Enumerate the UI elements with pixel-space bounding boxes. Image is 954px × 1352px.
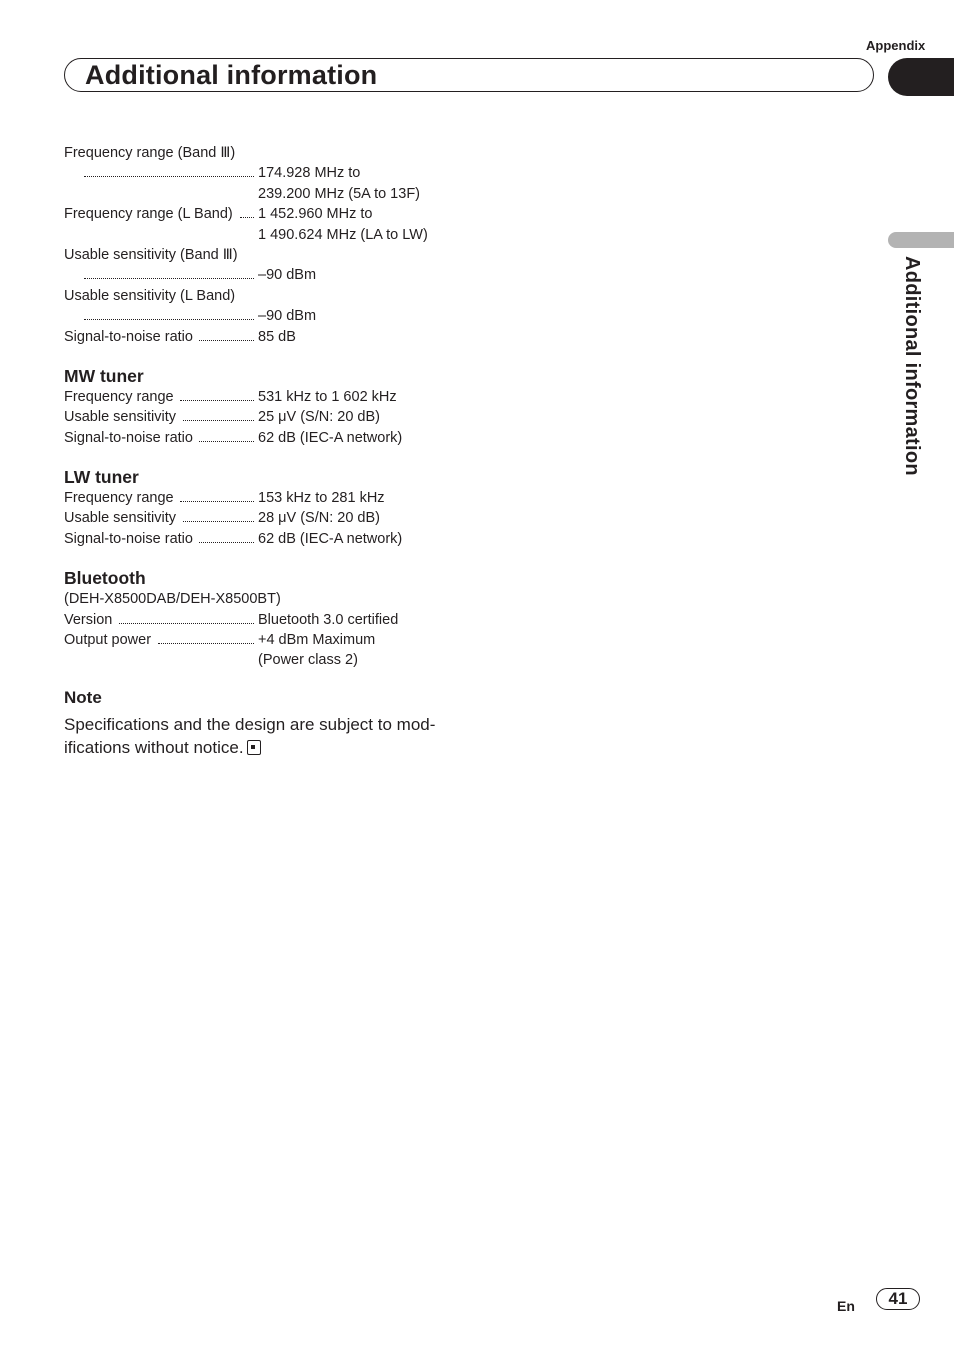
spec-row <box>64 610 464 630</box>
language-label: En <box>837 1298 855 1314</box>
page-title-frame <box>64 58 874 92</box>
dot-leader <box>84 176 254 177</box>
bluetooth-spec-list <box>64 610 464 671</box>
note-text: Specifications and the design are subject to mod-ifications without notice. <box>64 714 436 757</box>
spec-row <box>64 204 464 224</box>
spec-value-continued: 239.200 MHz (5A to 13F) <box>258 185 420 202</box>
spec-row-continued <box>64 650 464 670</box>
spec-row <box>64 529 464 549</box>
dot-leader <box>199 542 254 543</box>
dot-leader <box>183 521 254 522</box>
dot-leader <box>183 420 254 421</box>
dab-spec-list <box>64 143 464 347</box>
spec-value: 531 kHz to 1 602 kHz <box>258 388 397 405</box>
spec-value: 174.928 MHz to <box>258 165 361 182</box>
spec-row <box>64 306 464 326</box>
spec-value: 62 dB (IEC-A network) <box>258 530 403 547</box>
bluetooth-models-text: (DEH-X8500DAB/DEH-X8500BT) <box>64 591 281 608</box>
spec-label: Usable sensitivity (L Band) <box>64 287 236 304</box>
dot-leader <box>180 400 254 401</box>
spec-content <box>64 143 464 759</box>
spec-label: Signal-to-noise ratio <box>64 328 193 345</box>
side-section-label: Additional information <box>901 256 923 476</box>
lw-heading: LW tuner <box>64 467 139 488</box>
mw-heading: MW tuner <box>64 365 144 386</box>
bluetooth-models <box>64 589 464 609</box>
spec-value: 25 μV (S/N: 20 dB) <box>258 409 380 426</box>
spec-row <box>64 265 464 285</box>
spec-label: Version <box>64 611 113 628</box>
mw-spec-list <box>64 387 464 448</box>
spec-label: Usable sensitivity (Band Ⅲ) <box>64 246 238 263</box>
spec-value-continued: 1 490.624 MHz (LA to LW) <box>258 226 428 243</box>
section-tab <box>888 232 954 248</box>
spec-row <box>64 428 464 448</box>
spec-label: Output power <box>64 632 152 649</box>
spec-row <box>64 163 464 183</box>
page-number: 41 <box>876 1288 920 1310</box>
spec-row-continued <box>64 184 464 204</box>
spec-value: 85 dB <box>258 328 296 345</box>
dot-leader <box>199 441 254 442</box>
spec-value: 62 dB (IEC-A network) <box>258 429 403 446</box>
dot-leader <box>84 278 254 279</box>
spec-row-continued <box>64 225 464 245</box>
spec-row <box>64 508 464 528</box>
spec-label: Frequency range <box>64 490 174 507</box>
note-heading: Note <box>64 687 102 707</box>
spec-row <box>64 488 464 508</box>
spec-label: Usable sensitivity <box>64 510 177 527</box>
spec-row-label <box>64 143 464 163</box>
spec-label: Signal-to-noise ratio <box>64 530 193 547</box>
spec-row <box>64 387 464 407</box>
spec-value: +4 dBm Maximum <box>258 632 376 649</box>
spec-row <box>64 630 464 650</box>
page-title: Additional information <box>85 60 378 90</box>
spec-value: –90 dBm <box>258 267 317 284</box>
spec-row <box>64 407 464 427</box>
dot-leader <box>240 217 254 218</box>
spec-value-continued: (Power class 2) <box>258 652 358 669</box>
spec-row-label <box>64 286 464 306</box>
note-body <box>64 713 459 759</box>
lw-spec-list <box>64 488 464 549</box>
bluetooth-heading: Bluetooth <box>64 568 146 589</box>
spec-label: Usable sensitivity <box>64 409 177 426</box>
dot-leader <box>84 319 254 320</box>
dot-leader <box>180 501 254 502</box>
end-mark-icon <box>247 740 261 755</box>
spec-label: Frequency range <box>64 388 174 405</box>
dot-leader <box>119 623 254 624</box>
dot-leader <box>158 643 254 644</box>
spec-value: –90 dBm <box>258 308 317 325</box>
dot-leader <box>199 340 254 341</box>
spec-row-label <box>64 245 464 265</box>
spec-row <box>64 327 464 347</box>
section-label: Appendix <box>866 38 926 53</box>
spec-label: Frequency range (Band Ⅲ) <box>64 145 236 161</box>
spec-label: Frequency range (L Band) <box>64 206 233 223</box>
spec-value: 28 μV (S/N: 20 dB) <box>258 510 380 527</box>
spec-label: Signal-to-noise ratio <box>64 429 193 446</box>
spec-value: 153 kHz to 281 kHz <box>258 490 385 507</box>
spec-value: Bluetooth 3.0 certified <box>258 611 399 628</box>
chapter-tab <box>888 58 954 96</box>
spec-value: 1 452.960 MHz to <box>258 206 373 223</box>
